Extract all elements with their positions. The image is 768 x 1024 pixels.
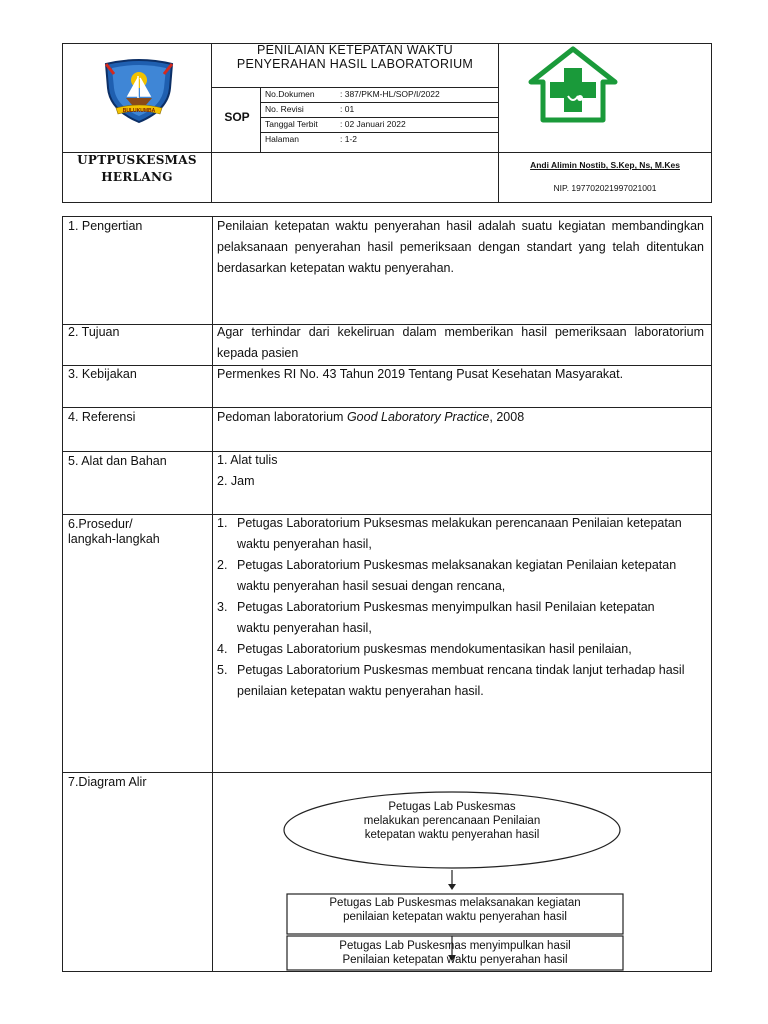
puskesmas-logo xyxy=(528,46,618,124)
meta-label-no-dokumen: No.Dokumen xyxy=(265,89,315,99)
label-prosedur-line-1: 6.Prosedur/ xyxy=(68,517,133,531)
prosedur-step xyxy=(217,660,687,702)
organization-line-1: UPTPUSKESMAS xyxy=(77,153,197,167)
flow-node-2-line: penilaian ketepatan waktu penyerahan hasil xyxy=(343,911,567,923)
step-number: 2. xyxy=(217,558,228,572)
flow-arrowhead-1 xyxy=(448,884,456,890)
referensi-italic-title: Good Laboratory Practice xyxy=(346,410,490,424)
referensi-suffix: , 2008 xyxy=(489,410,525,424)
step-number: 1. xyxy=(217,516,228,530)
flow-node-3-line: Penilaian ketepatan waktu penyerahan hasil xyxy=(342,954,568,966)
referensi-prefix: Pedoman laboratorium xyxy=(217,410,347,424)
prosedur-step xyxy=(217,555,687,597)
step-text: Petugas Laboratorium Puskesmas membuat rencana tindak lanjut terhadap hasil penilaian ketepatan waktu penyerahan hasil. xyxy=(237,663,685,698)
organization-name xyxy=(63,152,211,186)
step-text: Petugas Laboratorium Puskesmas melaksanakan kegiatan Penilaian ketepatan waktu penyerahan hasil sesuai dengan rencana, xyxy=(237,558,677,593)
step-number: 4. xyxy=(217,642,228,656)
crest-label: BULUKUMBA xyxy=(122,108,156,114)
meta-value-tanggal-terbit: : 02 Januari 2022 xyxy=(340,119,406,129)
flow-node-1-line: ketepatan waktu penyerahan hasil xyxy=(364,829,540,841)
flow-node-1-line: Petugas Lab Puskesmas xyxy=(388,801,516,813)
step-text: Petugas Laboratorium Puksesmas melakukan perencanaan Penilaian ketepatan waktu penyerahan hasil, xyxy=(237,516,682,551)
label-kebijakan: 3. Kebijakan xyxy=(68,367,137,381)
label-prosedur xyxy=(68,517,160,547)
alat-item-1: 1. Alat tulis xyxy=(217,453,278,467)
meta-value-no-dokumen: : 387/PKM-HL/SOP/I/2022 xyxy=(340,89,440,99)
label-referensi: 4. Referensi xyxy=(68,410,136,424)
prosedur-step xyxy=(217,597,687,639)
content-prosedur xyxy=(217,513,687,702)
step-number: 5. xyxy=(217,663,228,677)
step-number: 3. xyxy=(217,600,228,614)
prosedur-step xyxy=(217,513,687,555)
signatory-nip: NIP. 197702021997021001 xyxy=(553,183,657,193)
label-tujuan: 2. Tujuan xyxy=(68,325,120,339)
flow-node-1-line: melakukan perencanaan Penilaian xyxy=(363,815,541,827)
prosedur-step xyxy=(217,639,687,660)
prosedur-steps-list xyxy=(217,513,687,702)
content-referensi xyxy=(217,407,704,428)
step-text: Petugas Laboratorium puskesmas mendokumentasikan hasil penilaian, xyxy=(237,642,632,656)
organization-line-2: HERLANG xyxy=(101,170,173,184)
label-pengertian: 1. Pengertian xyxy=(68,219,143,233)
sop-label: SOP xyxy=(224,110,250,124)
meta-label-no-revisi: No. Revisi xyxy=(265,104,304,114)
label-alat-dan-bahan: 5. Alat dan Bahan xyxy=(68,454,167,468)
flow-node-3-line: Petugas Lab Puskesmas menyimpulkan hasil xyxy=(339,940,571,952)
document-title: PENILAIAN KETEPATAN WAKTU PENYERAHAN HASIL LABORATORIUM xyxy=(236,43,474,71)
flow-node-2-text xyxy=(290,896,620,924)
flow-node-3-text xyxy=(290,939,620,967)
alat-item-2: 2. Jam xyxy=(217,474,255,488)
label-diagram-alir: 7.Diagram Alir xyxy=(68,775,147,789)
signatory-name-text: Andi Alimin Nostib, S.Kep, Ns, M.Kes xyxy=(530,160,680,170)
flow-node-2-line: Petugas Lab Puskesmas melaksanakan kegiatan xyxy=(329,897,581,909)
meta-label-halaman: Halaman xyxy=(265,134,300,144)
meta-value-halaman: : 1-2 xyxy=(340,134,358,144)
meta-value-no-revisi: : 01 xyxy=(340,104,355,114)
content-alat-dan-bahan xyxy=(217,450,704,492)
content-tujuan: Agar terhindar dari kekeliruan dalam memberikan hasil pemeriksaan laboratorium kepada pasien xyxy=(217,325,704,360)
meta-label-tanggal-terbit: Tanggal Terbit xyxy=(265,119,318,129)
step-text: Petugas Laboratorium Puskesmas menyimpulkan hasil Penilaian ketepatan waktu penyerahan hasil, xyxy=(237,600,655,635)
signatory-name xyxy=(499,160,711,170)
label-prosedur-line-2: langkah-langkah xyxy=(68,532,160,546)
content-kebijakan: Permenkes RI No. 43 Tahun 2019 Tentang Pusat Kesehatan Masyarakat. xyxy=(217,367,624,381)
bulukumba-crest-logo xyxy=(100,58,178,124)
flow-node-1-text xyxy=(312,800,592,842)
content-pengertian: Penilaian ketepatan waktu penyerahan hasil adalah suatu kegiatan membandingkan pelaksanaan penyerahan hasil pemeriksaan dengan standart yang telah ditentukan berdasarkan ketepatan waktu penyerahan. xyxy=(217,219,704,275)
